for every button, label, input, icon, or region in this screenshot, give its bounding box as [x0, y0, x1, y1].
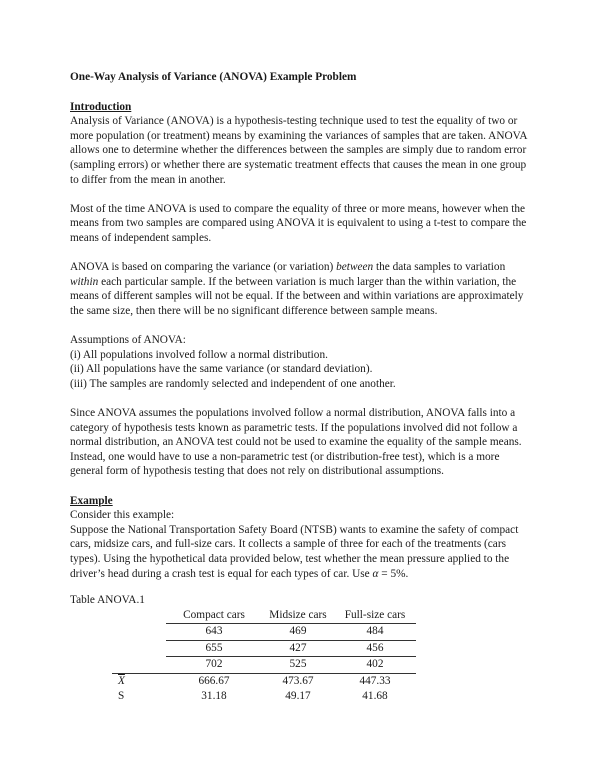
table-row	[112, 657, 416, 674]
example-heading: Example	[70, 494, 113, 507]
assumption-item: (iii) The samples are randomly selected and independent of one another.	[70, 377, 396, 390]
anova-table	[112, 608, 416, 705]
assumptions-list	[70, 348, 532, 392]
assumptions-block	[70, 333, 532, 391]
example-lead: Consider this example:	[70, 509, 175, 522]
table-cell: 484	[334, 624, 416, 641]
table-caption: Table ANOVA.1	[70, 594, 145, 607]
table-row	[112, 640, 416, 657]
example-body-text: Suppose the National Transportation Safety Board (NTSB) wants to examine the safety of compact cars, midsize cars, and full-size cars. It collects a sample of three for each of the treatments (cars types). Using the hypothetical data provided below, test whether the mean pressure applied to the driver’s head during a crash test is equal for each types of car. Use	[70, 523, 519, 580]
xbar-symbol: $\overline{X}$	[118, 674, 125, 687]
intro-paragraph-1: Analysis of Variance (ANOVA) is a hypothesis-testing technique used to test the equality of two or more population (or treatment) means by examining the variances of samples that are taken. ANOVA allows one to determine whether the differences between the samples are simply due to random error (sampling errors) or whether there are systematic treatment effects that causes the mean in one group to differ from the mean in another.	[70, 115, 527, 186]
column-header: Midsize cars	[262, 608, 334, 624]
p3-between: between	[336, 261, 374, 274]
row-label-blank	[112, 657, 166, 674]
table-cell: 525	[262, 657, 334, 674]
assumption-item: (i) All populations involved follow a normal distribution.	[70, 348, 328, 361]
table-cell: 427	[262, 640, 334, 657]
mean-row	[112, 673, 416, 689]
table-cell: 402	[334, 657, 416, 674]
table-cell: 643	[166, 624, 262, 641]
column-header: Compact cars	[166, 608, 262, 624]
alpha-tail: = 5%.	[378, 567, 409, 580]
p3-text-b: the data samples to variation	[373, 261, 506, 274]
table-cell: 456	[334, 640, 416, 657]
p3-text-a: ANOVA is based on comparing the variance (or variation)	[70, 261, 337, 274]
table-header-row	[112, 608, 416, 624]
example-body	[70, 523, 532, 581]
p3-text-c: each particular sample. If the between variation is much larger than the within variation, the means of different samples will not be equal. If the between and within variations are approximately the same size, then there will be no significant difference between sample means.	[70, 275, 524, 317]
mean-cell: 447.33	[334, 673, 416, 689]
sd-label: S	[118, 690, 125, 703]
document-body	[70, 70, 532, 705]
sd-cell: 49.17	[285, 690, 311, 703]
mean-cell: 473.67	[262, 673, 334, 689]
row-label-blank	[112, 640, 166, 657]
mean-cell: 666.67	[166, 673, 262, 689]
intro-paragraph-4: Since ANOVA assumes the populations involved follow a normal distribution, ANOVA falls into a category of hypothesis tests known as parametric tests. If the populations involved did not follow a normal distribution, an ANOVA test could not be used to examine the equality of the sample means. Instead, one would have to use a non-parametric test (or distribution-free test), which is a more general form of hypothesis testing that does not rely on distributional assumptions.	[70, 407, 522, 478]
document-title: One-Way Analysis of Variance (ANOVA) Example Problem	[70, 71, 357, 83]
table-row	[112, 624, 416, 641]
sd-row	[112, 689, 416, 705]
sd-cell: 31.18	[201, 690, 227, 703]
intro-paragraph-2: Most of the time ANOVA is used to compare the equality of three or more means, however when the means from two samples are compared using ANOVA it is equivalent to using a t-test to compare the means of independent samples.	[70, 202, 527, 244]
column-header: Full-size cars	[334, 608, 416, 624]
assumptions-label: Assumptions of ANOVA:	[70, 334, 186, 347]
mean-label	[112, 673, 166, 689]
row-label-blank	[112, 624, 166, 641]
assumption-item: (ii) All populations have the same variance (or standard deviation).	[70, 363, 373, 376]
intro-paragraph-3	[70, 260, 532, 318]
table-cell: 469	[262, 624, 334, 641]
header-blank	[112, 608, 166, 624]
p3-within: within	[70, 275, 99, 288]
introduction-heading: Introduction	[70, 100, 132, 113]
sd-cell: 41.68	[362, 690, 388, 703]
table-cell: 702	[166, 657, 262, 674]
table-cell: 655	[166, 640, 262, 657]
alpha-symbol: α	[372, 567, 379, 580]
